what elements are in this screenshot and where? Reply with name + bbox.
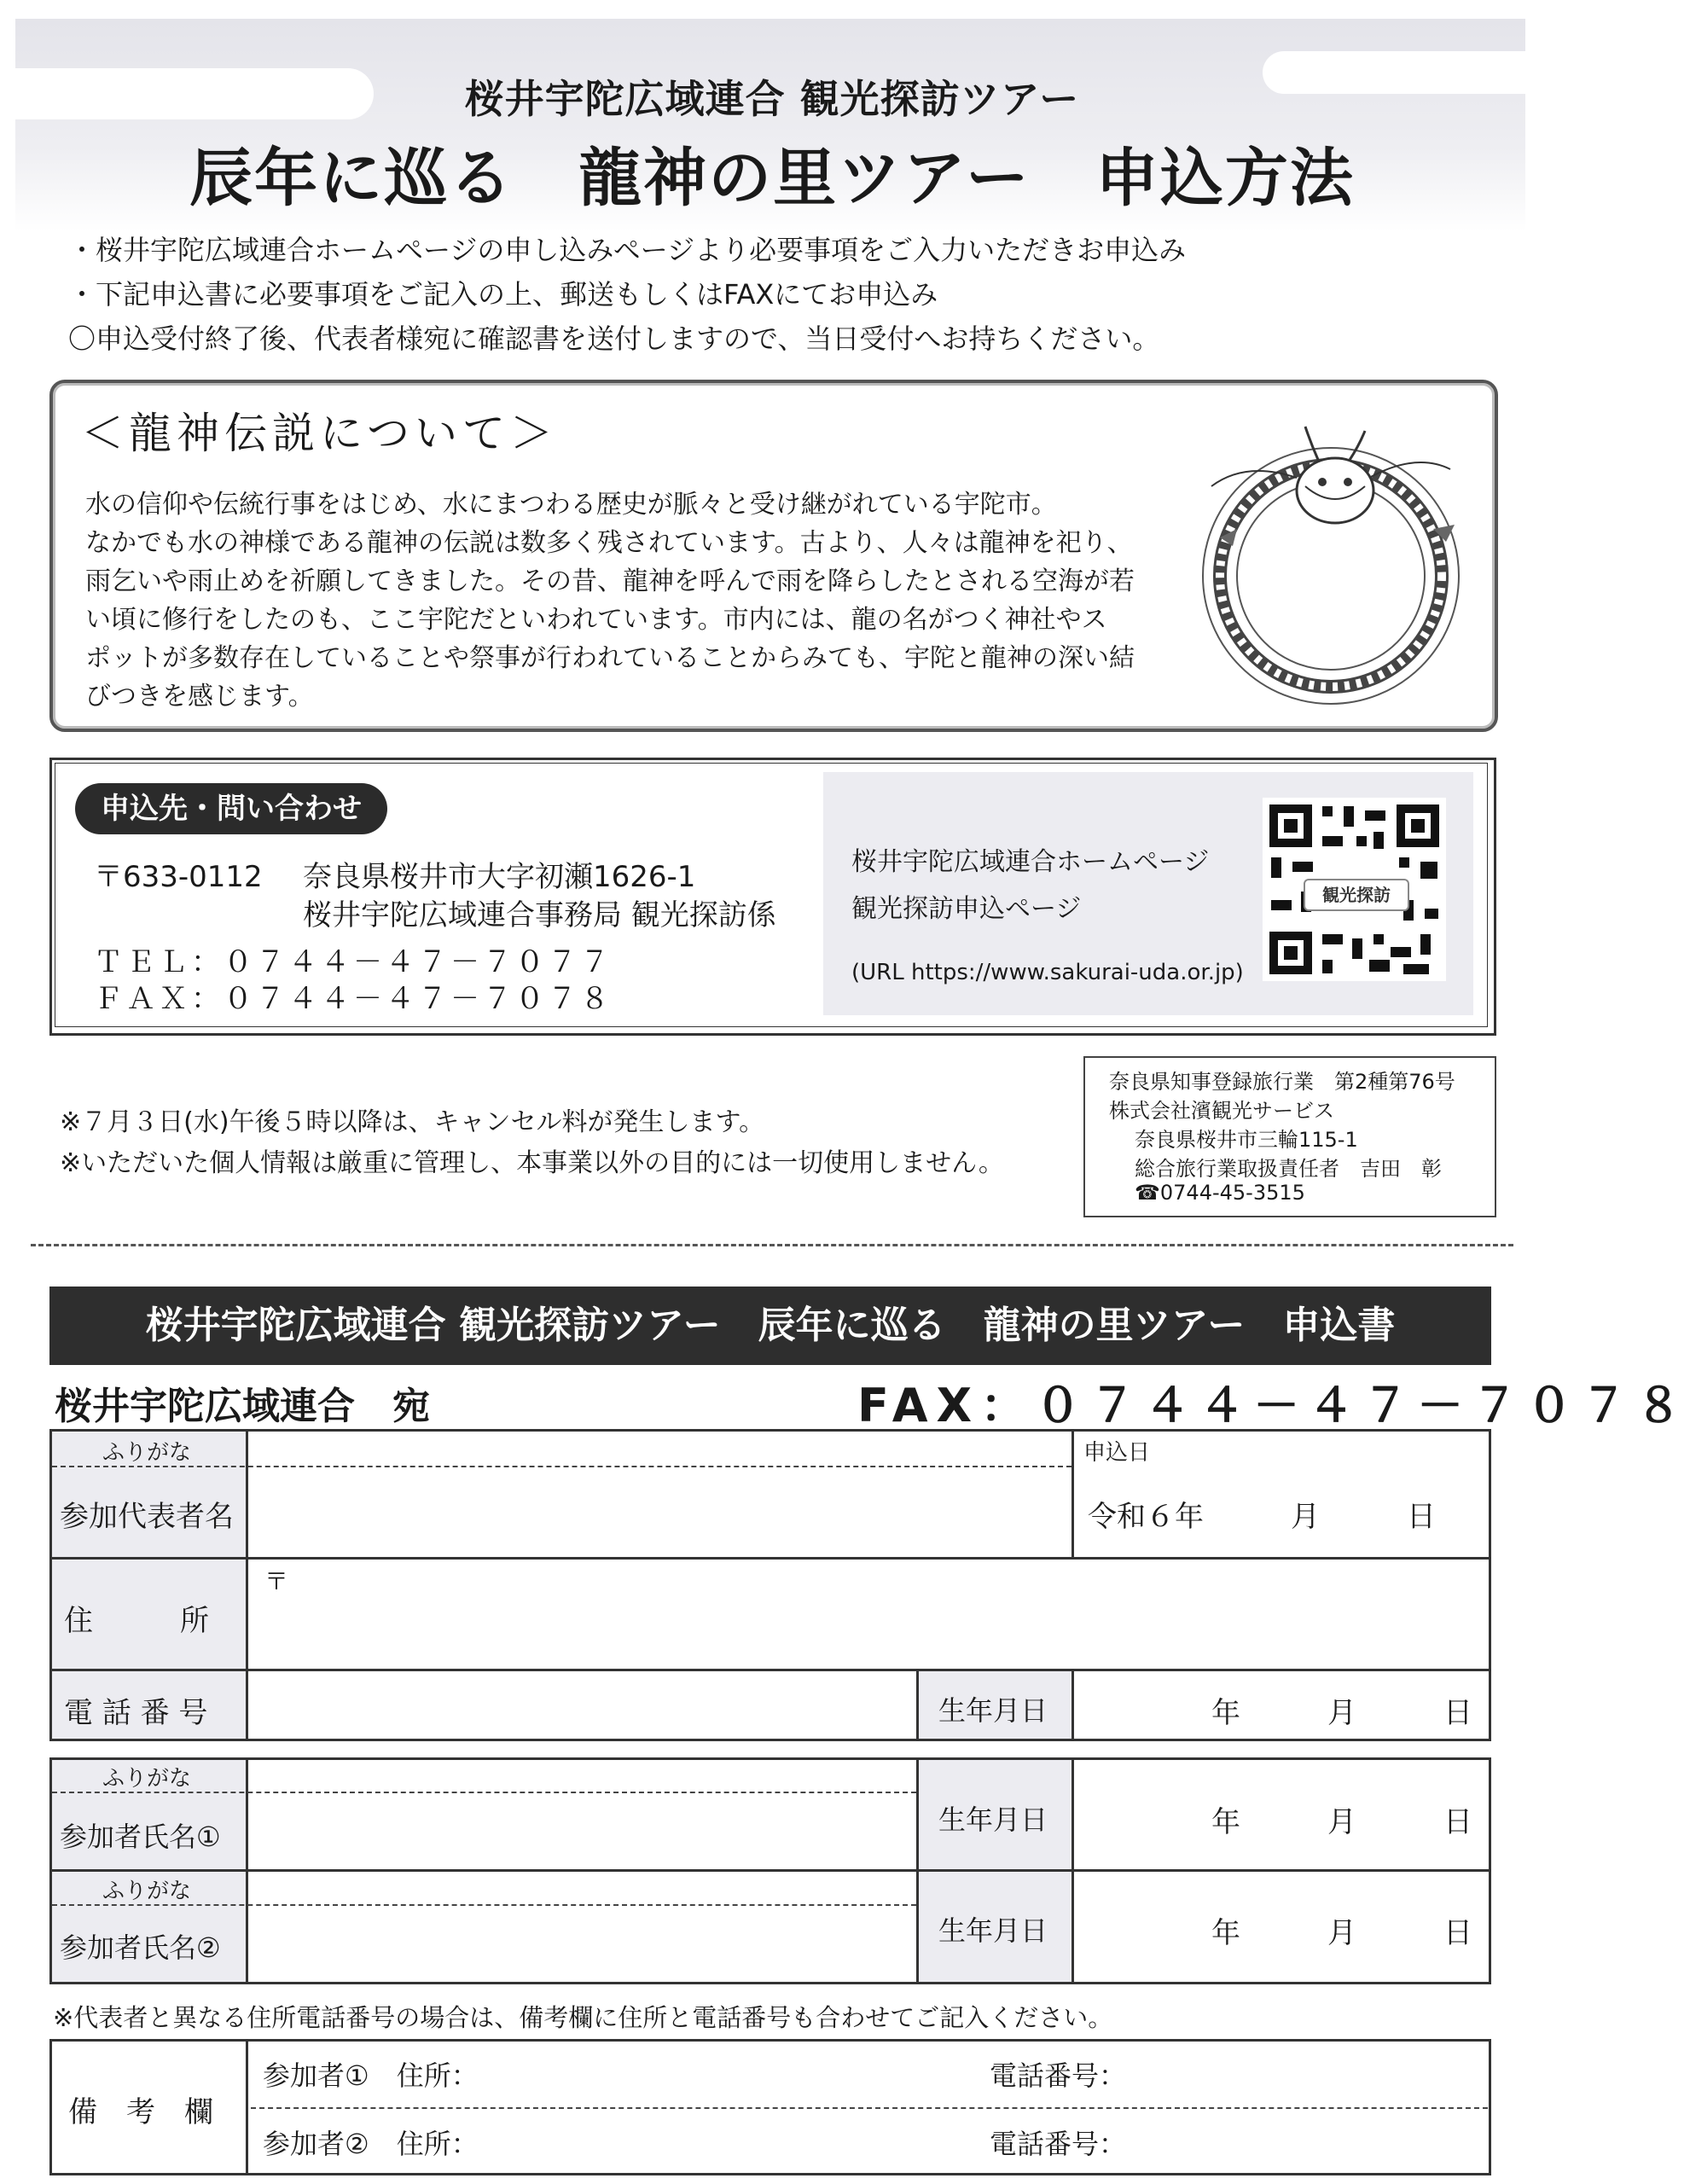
contact-tel: ＴＥＬ：０７４４－４７－７０７７ [94,945,613,979]
furigana-label: ふりがな [102,1440,192,1466]
page-title: 辰年に巡る 龍神の里ツアー 申込方法 [189,142,1355,215]
legend-text: なかでも水の神様である龍神の伝説は数多く残されています。古より、人々は龍神を祀り、 [85,528,1133,558]
intro-line: 〇申込受付終了後、代表者様宛に確認書を送付しますので、当日受付へお持ちください。 [68,322,1160,355]
participant1-birth-field[interactable]: 年 月 日 [1211,1805,1472,1839]
row-divider [52,1869,1489,1872]
form-fax: FAX：０７４４－４７－７０７８ [857,1379,1690,1432]
remark-phone2[interactable]: 電話番号： [990,2128,1127,2160]
participant2-name-field[interactable] [251,1908,916,1980]
birth-field[interactable]: 年 月 日 [1211,1696,1472,1730]
agency-phone: ☎0744-45-3515 [1135,1181,1305,1205]
postal-mark: 〒 [264,1567,289,1595]
participant2-label: 参加者氏名② [60,1931,221,1964]
date-divider [1071,1432,1074,1557]
legend-title: ＜龍神伝説について＞ [81,409,558,458]
participant2-birth-field[interactable]: 年 月 日 [1211,1916,1472,1950]
remark-participant2[interactable]: 参加者② 住所： [263,2128,479,2160]
legend-text: びつきを感じます。 [85,682,314,712]
homepage-label: 桜井宇陀広域連合ホームページ [851,847,1210,877]
intro-line: ・桜井宇陀広域連合ホームページの申し込みページより必要事項をご入力いただきお申込み [68,234,1187,266]
rep-name-label: 参加代表者名 [60,1500,234,1534]
form-addressee: 桜井宇陀広域連合 宛 [55,1385,430,1428]
homepage-url[interactable]: (URL https://www.sakurai-uda.or.jp) [851,960,1244,985]
participant1-name-field[interactable] [251,1795,916,1867]
remarks-note: ※代表者と異なる住所電話番号の場合は、備考欄に住所と電話番号も合わせてご記入ください。 [53,2003,1113,2032]
contact-fax: ＦＡＸ：０７４４－４７－７０７８ [94,982,613,1016]
contact-address: 奈良県桜井市大字初瀬1626-1 [303,860,696,894]
contact-office: 桜井宇陀広域連合事務局 観光探訪係 [303,898,776,932]
phone-field[interactable] [251,1671,916,1739]
legend-text: い頃に修行をしたのも、ここ宇陀だといわれています。市内には、龍の名がつく神社やス [85,605,1107,635]
address-label: 住 所 [64,1604,209,1638]
participant1-label: 参加者氏名① [60,1821,221,1853]
remark-phone1[interactable]: 電話番号： [990,2059,1127,2092]
agency-manager: 総合旅行業取扱責任者 吉田 彰 [1135,1157,1442,1181]
birth-label: 生年月日 [938,1694,1048,1727]
apply-date-field[interactable]: 令和６年 月 日 [1088,1500,1436,1534]
dragon-illustration [1194,401,1476,708]
page-subtitle: 桜井宇陀広域連合 観光探訪ツアー [464,76,1080,122]
contact-label: 申込先・問い合わせ [75,783,387,834]
agency-address: 奈良県桜井市三輪115-1 [1135,1128,1358,1152]
intro-line: ・下記申込書に必要事項をご記入の上、郵送もしくはFAXにてお申込み [68,278,938,311]
legend-text: ポットが多数存在していることや祭事が行われていることからみても、宇陀と龍神の深い結 [85,643,1135,673]
rep-name-field[interactable] [251,1469,1070,1554]
legend-text: 水の信仰や伝統行事をはじめ、水にまつわる歴史が脈々と受け継がれている宇陀市。 [85,490,1057,520]
furigana-label: ふりがな [102,1766,192,1792]
remarks-divider [251,2107,1488,2109]
furigana-label: ふりがな [102,1879,192,1904]
remarks-label: 備 考 欄 [68,2095,213,2129]
qr-label: 観光探訪 [1304,879,1409,911]
address-field[interactable] [251,1560,1488,1669]
agency-registration: 奈良県知事登録旅行業 第2種第76号 [1109,1070,1455,1094]
cancel-note: ※７月３日(水)午後５時以降は、キャンセル料が発生します。 [60,1107,765,1137]
cut-line [31,1244,1513,1246]
contact-postal: 〒633-0112 [94,860,263,894]
birth-label: 生年月日 [938,1914,1048,1947]
phone-label: 電 話 番 号 [64,1696,208,1730]
furigana-divider [52,1466,1071,1467]
form-header: 桜井宇陀広域連合 観光探訪ツアー 辰年に巡る 龍神の里ツアー 申込書 [49,1287,1491,1365]
remark-participant1[interactable]: 参加者① 住所： [263,2059,479,2092]
apply-date-label: 申込日 [1083,1440,1151,1466]
privacy-note: ※いただいた個人情報は厳重に管理し、本事業以外の目的には一切使用しません。 [60,1148,1004,1178]
homepage-sublabel: 観光探訪申込ページ [851,894,1082,924]
legend-text: 雨乞いや雨止めを祈願してきました。その昔、龍神を呼んで雨を降らしたとされる空海が若 [85,566,1135,596]
agency-company: 株式会社濱観光サービス [1109,1099,1334,1123]
birth-label: 生年月日 [938,1804,1048,1836]
